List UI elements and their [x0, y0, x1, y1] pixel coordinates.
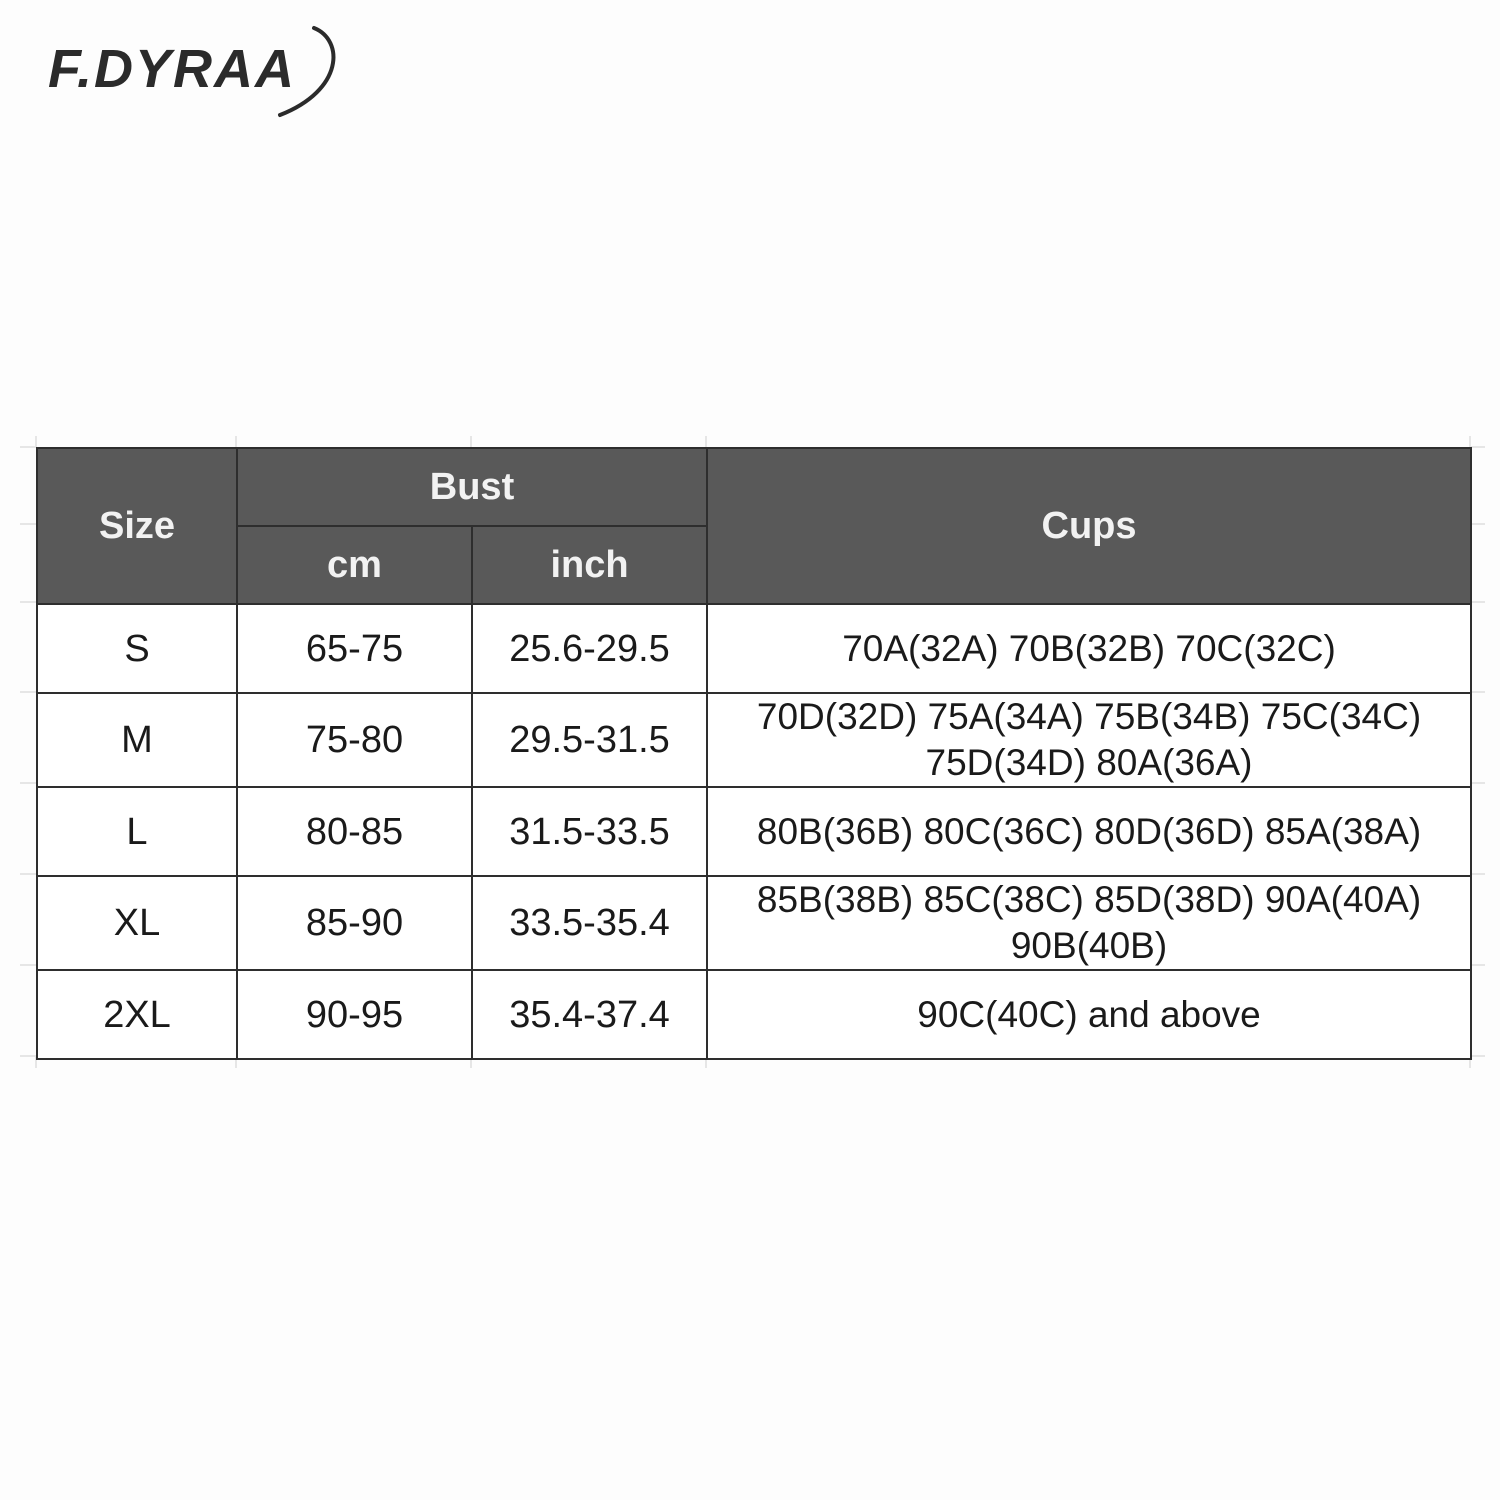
- brand-logo: [44, 20, 344, 120]
- cell-inch: 25.6-29.5: [472, 604, 707, 693]
- cell-inch: 29.5-31.5: [472, 693, 707, 787]
- header-inch: inch: [472, 526, 707, 604]
- cell-cups: 80B(36B) 80C(36C) 80D(36D) 85A(38A): [707, 787, 1471, 876]
- cell-cups: 70A(32A) 70B(32B) 70C(32C): [707, 604, 1471, 693]
- cell-cm: 80-85: [237, 787, 472, 876]
- table-row: [37, 693, 1471, 787]
- table-row: [37, 787, 1471, 876]
- size-chart-table: [36, 447, 1472, 1060]
- cell-cm: 90-95: [237, 970, 472, 1059]
- table-row: [37, 876, 1471, 970]
- cell-cm: 65-75: [237, 604, 472, 693]
- cell-cm: 75-80: [237, 693, 472, 787]
- cell-inch: 35.4-37.4: [472, 970, 707, 1059]
- cell-cm: 85-90: [237, 876, 472, 970]
- cell-size: M: [37, 693, 237, 787]
- cell-inch: 31.5-33.5: [472, 787, 707, 876]
- header-size: Size: [37, 448, 237, 604]
- cell-cups: 70D(32D) 75A(34A) 75B(34B) 75C(34C) 75D(34D) 80A(36A): [707, 693, 1471, 787]
- cell-cups: 90C(40C) and above: [707, 970, 1471, 1059]
- cell-size: XL: [37, 876, 237, 970]
- header-bust: Bust: [237, 448, 707, 526]
- cell-cups: 85B(38B) 85C(38C) 85D(38D) 90A(40A) 90B(40B): [707, 876, 1471, 970]
- brand-name: F.DYRAA: [48, 39, 297, 99]
- cell-size: S: [37, 604, 237, 693]
- header-cups: Cups: [707, 448, 1471, 604]
- cell-size: L: [37, 787, 237, 876]
- cell-size: 2XL: [37, 970, 237, 1059]
- table-row: [37, 604, 1471, 693]
- table-row: [37, 970, 1471, 1059]
- cell-inch: 33.5-35.4: [472, 876, 707, 970]
- header-cm: cm: [237, 526, 472, 604]
